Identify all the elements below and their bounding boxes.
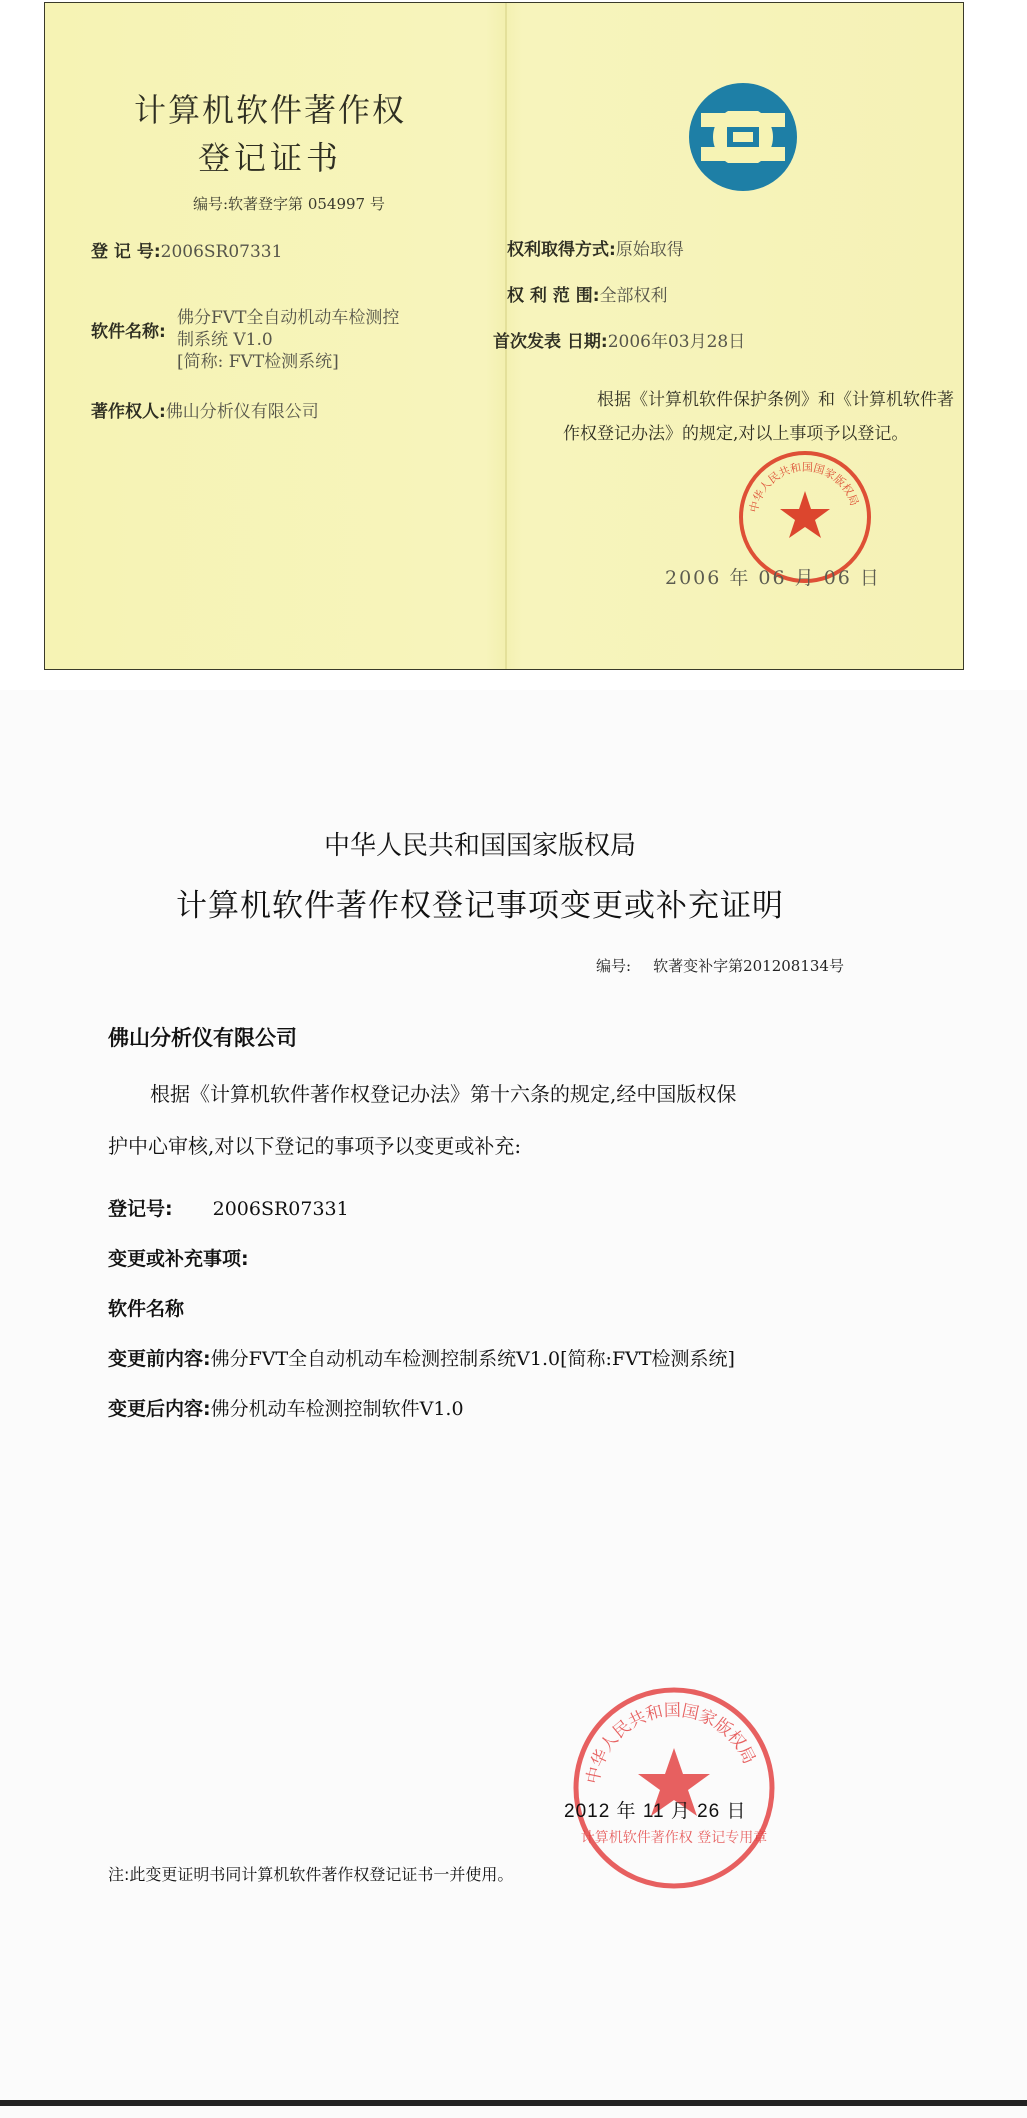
software-name-line-2: 制系统 V1.0 [177, 330, 273, 350]
proof-paragraph-line-1: 根据《计算机软件著作权登记办法》第十六条的规定,经中国版权保 [150, 1082, 737, 1106]
proof-serial [596, 955, 866, 976]
before-content-label: 变更前内容: [108, 1348, 211, 1370]
scope-label: 权 利 范 围: [507, 286, 600, 306]
proof-date: 2012 年 11 月 26 日 [564, 1801, 747, 1822]
proof-seal-text: 中华人民共和国国家版权局 [583, 1700, 759, 1786]
owner-row [91, 397, 319, 422]
after-content-row [108, 1394, 464, 1421]
certificate-date: 2006 年 06 月 06 日 [665, 567, 881, 589]
publish-value: 2006年03月28日 [607, 332, 746, 352]
proof-title: 计算机软件著作权登记事项变更或补充证明 [176, 888, 784, 924]
reg-no-value: 2006SR07331 [160, 242, 283, 262]
acquire-label: 权利取得方式: [507, 240, 616, 260]
before-content-row [108, 1344, 735, 1371]
proof-reg-no-label: 登记号: [108, 1198, 173, 1220]
software-name-label: 软件名称: [91, 322, 166, 342]
publish-row [493, 327, 745, 352]
software-name-line-1: 佛分FVT全自动机动车检测控 [177, 308, 400, 328]
acquire-row [507, 235, 684, 260]
owner-label: 著作权人: [91, 402, 166, 422]
reg-no-row [91, 237, 282, 262]
certificate-title: 计算机软件著作权 [133, 91, 406, 129]
star-icon [780, 491, 830, 538]
registration-certificate [44, 2, 964, 670]
scope-row [507, 281, 668, 306]
owner-value: 佛山分析仪有限公司 [165, 402, 319, 422]
certificate-statement: 根据《计算机软件保护条例》和《计算机软件著作权登记办法》的规定,对以上事项予以登记。 [563, 390, 954, 444]
software-name-value [177, 307, 399, 373]
proof-paragraph [108, 1068, 868, 1172]
proof-paragraph-line-2: 护中心审核,对以下登记的事项予以变更或补充: [108, 1134, 522, 1158]
change-item-row [108, 1294, 184, 1321]
change-item-label: 软件名称 [108, 1298, 185, 1320]
proof-seal-subtext: 计算机软件著作权 登记专用章 [580, 1830, 768, 1846]
publish-label: 首次发表 日期: [493, 332, 608, 352]
acquire-value: 原始取得 [615, 240, 684, 260]
proof-serial-value: 软著变补字第201208134号 [653, 957, 844, 975]
certificate-seal-text: 中华人民共和国国家版权局 [747, 460, 861, 514]
change-items-row [108, 1244, 249, 1271]
scope-value: 全部权利 [599, 286, 668, 306]
after-content-label: 变更后内容: [108, 1398, 211, 1420]
scan-edge [0, 2100, 1027, 2106]
before-content-value: 佛分FVT全自动机动车检测控制系统V1.0[简称:FVT检测系统] [210, 1348, 735, 1370]
recipient-company: 佛山分析仪有限公司 [108, 1026, 297, 1050]
software-name-line-3: [简称: FVT检测系统] [177, 352, 339, 372]
reg-no-label: 登 记 号: [91, 242, 161, 262]
issuing-organization: 中华人民共和国国家版权局 [323, 831, 636, 861]
change-items-label: 变更或补充事项: [108, 1248, 249, 1270]
proof-reg-no-row [108, 1194, 349, 1221]
proof-seal [568, 1682, 780, 1894]
software-name-row [91, 317, 166, 342]
copyright-logo-icon [687, 81, 799, 193]
change-proof-document [0, 690, 1027, 2118]
certificate-serial: 编号:软著登字第 054997 号 [193, 195, 385, 213]
certificate-subtitle: 登记证书 [197, 139, 342, 177]
proof-reg-no-value: 2006SR07331 [212, 1198, 349, 1220]
after-content-value: 佛分机动车检测控制软件V1.0 [210, 1398, 464, 1420]
proof-note: 注:此变更证明书同计算机软件著作权登记证书一并使用。 [108, 1865, 514, 1884]
proof-serial-label: 编号: [596, 957, 632, 975]
